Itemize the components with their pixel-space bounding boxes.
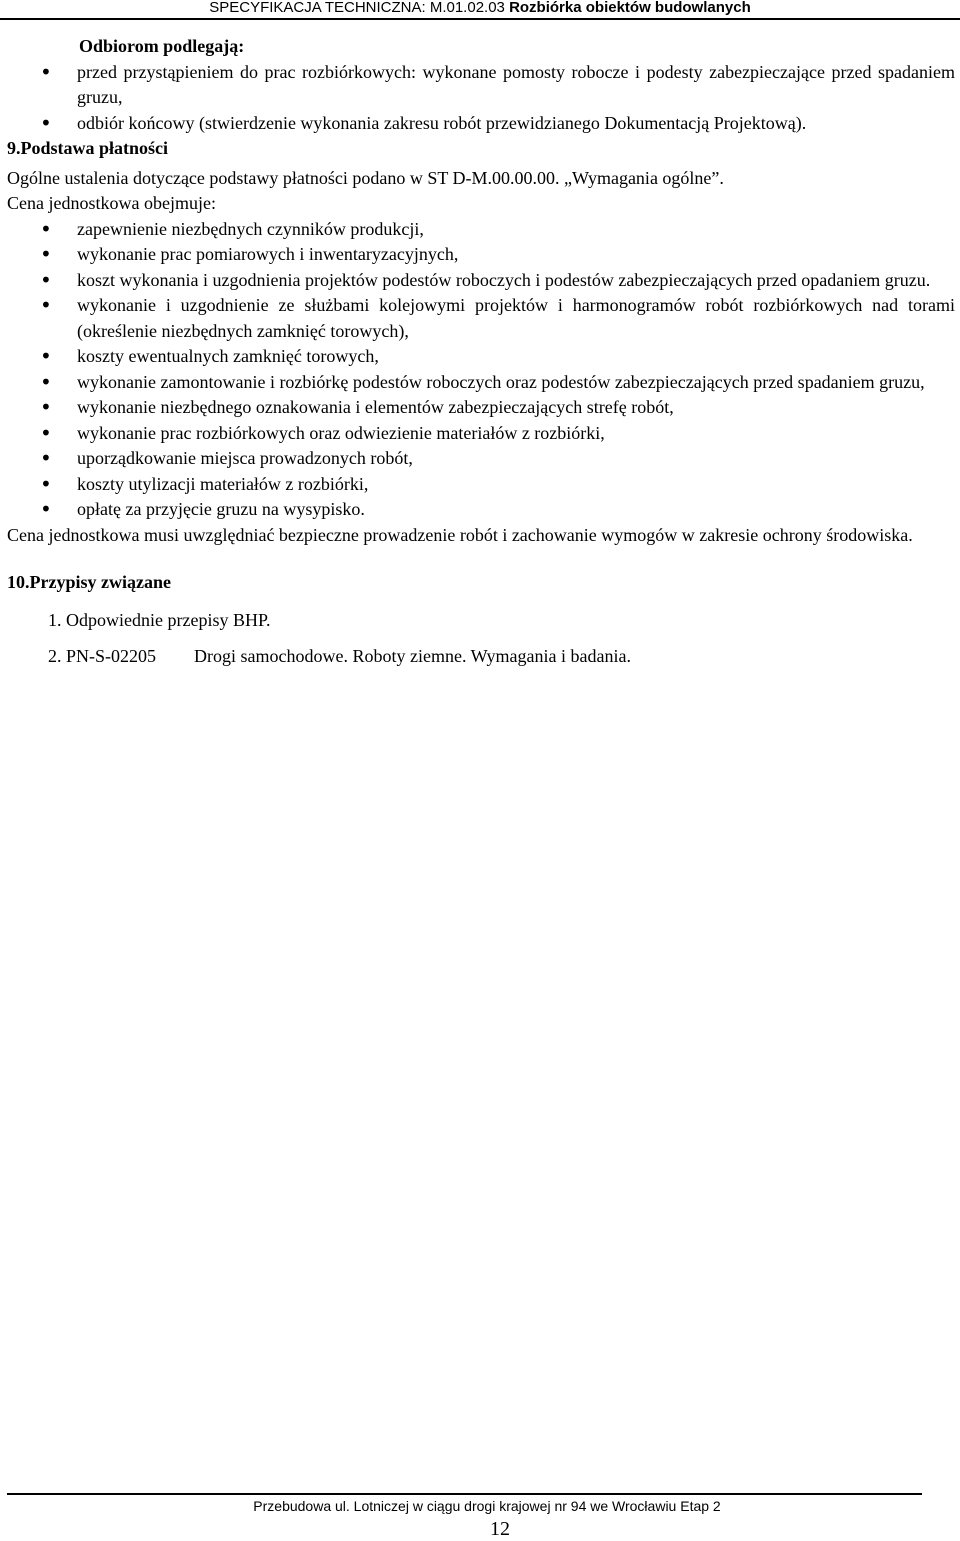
- list-item: • wykonanie i uzgodnienie ze służbami kolejowymi projektów i harmonogramów robót rozbiórkowych nad torami (określenie niezbędnych zamknięć torowych),: [7, 293, 955, 344]
- document-body: [7, 34, 955, 670]
- section-9-closing: Cena jednostkowa musi uwzględniać bezpieczne prowadzenie robót i zachowanie wymogów w zakresie ochrony środowiska.: [7, 524, 913, 545]
- page-header: [0, 0, 960, 20]
- reference-2: [7, 644, 955, 670]
- section-9-lead: Cena jednostkowa obejmuje:: [7, 193, 216, 213]
- section-10-heading: 10.Przypisy związane: [7, 572, 171, 592]
- list-item: • koszty ewentualnych zamknięć torowych,: [7, 344, 955, 370]
- list-item: • koszty utylizacji materiałów z rozbiórki,: [7, 472, 955, 498]
- list-item: • zapewnienie niezbędnych czynników produkcji,: [7, 217, 955, 243]
- list-item: • odbiór końcowy (stwierdzenie wykonania zakresu robót przewidzianego Dokumentacją Projektową).: [7, 111, 955, 137]
- footer-rule: [7, 1493, 922, 1495]
- list-item: • opłatę za przyjęcie gruzu na wysypisko.: [7, 497, 955, 523]
- list-item: • przed przystąpieniem do prac rozbiórkowych: wykonane pomosty robocze i podesty zabezpieczające przed spadaniem gruzu,: [7, 60, 955, 111]
- reference-2-code: 2. PN-S-02205: [48, 646, 157, 666]
- list-item: • wykonanie zamontowanie i rozbiórkę podestów roboczych oraz podestów zabezpieczających przed spadaniem gruzu,: [7, 370, 955, 396]
- footer-project-name: Przebudowa ul. Lotniczej w ciągu drogi krajowej nr 94 we Wrocławiu Etap 2: [253, 1498, 721, 1514]
- section-9-intro: Ogólne ustalenia dotyczące podstawy płatności podano w ST D-M.00.00.00. „Wymagania ogólne”.: [7, 167, 724, 188]
- list-item: • wykonanie prac pomiarowych i inwentaryzacyjnych,: [7, 242, 955, 268]
- header-spec-prefix: SPECYFIKACJA TECHNICZNA: M.01.02.03: [209, 0, 510, 16]
- reference-1: 1. Odpowiednie przepisy BHP.: [48, 609, 271, 630]
- odbiory-heading: Odbiorom podlegają:: [79, 36, 245, 56]
- list-item: • koszt wykonania i uzgodnienia projektów podestów roboczych i podestów zabezpieczających przed opadaniem gruzu.: [7, 268, 955, 294]
- reference-2-title: Drogi samochodowe. Roboty ziemne. Wymagania i badania.: [194, 646, 631, 666]
- page-number: 12: [490, 1518, 510, 1540]
- header-document-title: Rozbiórka obiektów budowlanych: [509, 0, 751, 16]
- list-item: • uporządkowanie miejsca prowadzonych robót,: [7, 446, 955, 472]
- section-9-heading: 9.Podstawa płatności: [7, 138, 169, 158]
- price-components-list: [7, 217, 955, 523]
- list-item: • wykonanie prac rozbiórkowych oraz odwiezienie materiałów z rozbiórki,: [7, 421, 955, 447]
- list-item: • wykonanie niezbędnego oznakowania i elementów zabezpieczających strefę robót,: [7, 395, 955, 421]
- odbiory-list: [7, 60, 955, 137]
- header-rule: [0, 18, 960, 20]
